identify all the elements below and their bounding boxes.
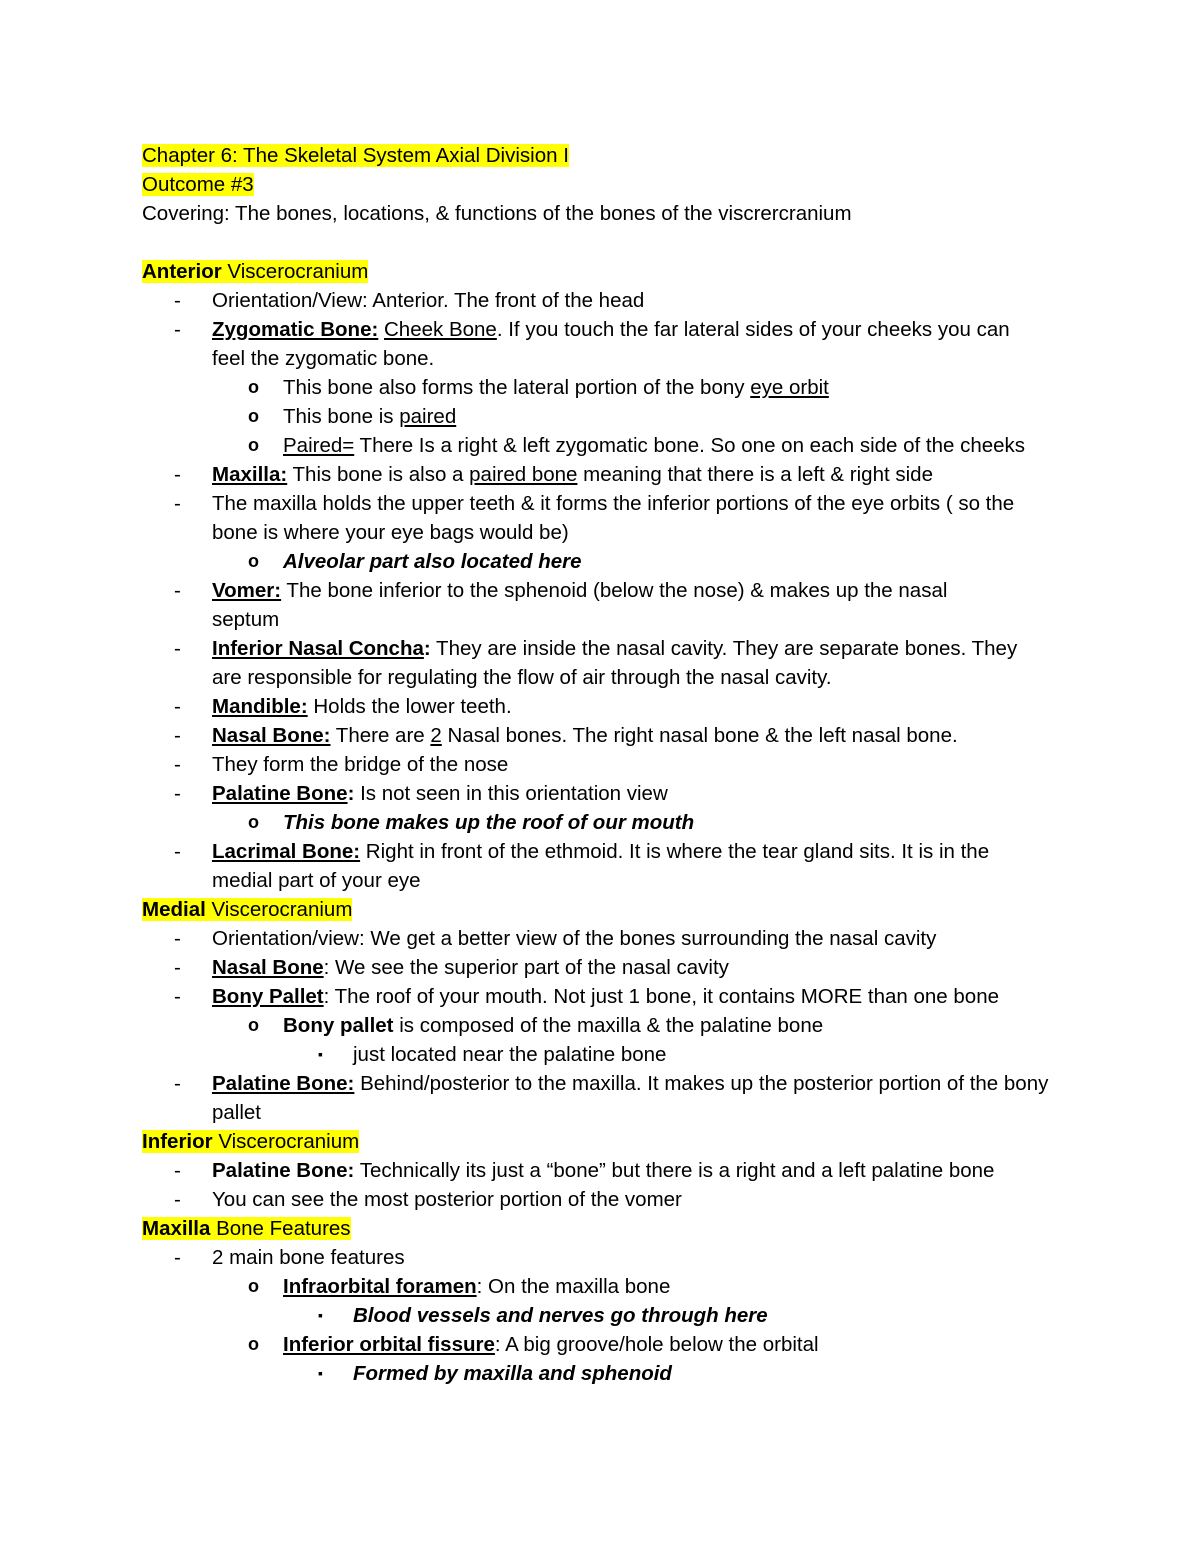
list-item: - They form the bridge of the nose <box>174 753 509 776</box>
list-item: ▪ Blood vessels and nerves go through here <box>318 1304 768 1327</box>
list-item: o This bone makes up the roof of our mouth <box>248 811 695 834</box>
outcome-label: Outcome #3 <box>142 173 254 196</box>
list-item: - Lacrimal Bone: Right in front of the ethmoid. It is where the tear gland sits. It is in the medial part of your eye <box>174 840 990 892</box>
list-item: - Palatine Bone: Is not seen in this orientation view <box>174 782 668 805</box>
list-item: - Inferior Nasal Concha: They are inside the nasal cavity. They are separate bones. They are responsible for regulating the flow of air through the nasal cavity. <box>174 637 1018 689</box>
list-item: - Nasal Bone: We see the superior part of the nasal cavity <box>174 956 729 979</box>
list-item: o Alveolar part also located here <box>248 550 582 573</box>
list-item: - 2 main bone features <box>174 1246 405 1269</box>
list-item: - Palatine Bone: Technically its just a “bone” but there is a right and a left palatine bone <box>174 1159 995 1182</box>
list-item: - The maxilla holds the upper teeth & it forms the inferior portions of the eye orbits ( so the bone is where your eye bags would be) <box>174 492 1015 544</box>
spacer <box>142 228 1082 257</box>
list-item: - Nasal Bone: There are 2 Nasal bones. The right nasal bone & the left nasal bone. <box>174 724 958 747</box>
list-item: - You can see the most posterior portion of the vomer <box>174 1188 682 1211</box>
list-item: o Infraorbital foramen: On the maxilla bone <box>248 1275 671 1298</box>
chapter-title: Chapter 6: The Skeletal System Axial Division I <box>142 144 569 167</box>
section-heading-anterior: Anterior Viscerocranium <box>142 260 369 283</box>
list-item: - Mandible: Holds the lower teeth. <box>174 695 512 718</box>
section-heading-inferior: Inferior Viscerocranium <box>142 1130 360 1153</box>
list-item: - Zygomatic Bone: Cheek Bone. If you touch the far lateral sides of your cheeks you can feel the zygomatic bone. <box>174 318 1010 370</box>
section-heading-medial: Medial Viscerocranium <box>142 898 353 921</box>
document-page <box>142 141 1082 1388</box>
list-item: ▪ Formed by maxilla and sphenoid <box>318 1362 672 1385</box>
list-item: - Maxilla: This bone is also a paired bone meaning that there is a left & right side <box>174 463 933 486</box>
section-heading-maxilla-features: Maxilla Bone Features <box>142 1217 351 1240</box>
list-item: o This bone is paired <box>248 405 457 428</box>
list-item: o This bone also forms the lateral portion of the bony eye orbit <box>248 376 829 399</box>
list-item: o Bony pallet is composed of the maxilla & the palatine bone <box>248 1014 824 1037</box>
list-item: - Vomer: The bone inferior to the sphenoid (below the nose) & makes up the nasal septum <box>174 579 948 631</box>
list-item: - Orientation/View: Anterior. The front of the head <box>174 289 645 312</box>
covering-text: Covering: The bones, locations, & functions of the bones of the viscrercranium <box>142 202 852 225</box>
list-item: o Paired= There Is a right & left zygomatic bone. So one on each side of the cheeks <box>248 434 1026 457</box>
list-item: - Orientation/view: We get a better view of the bones surrounding the nasal cavity <box>174 927 937 950</box>
list-item: o Inferior orbital fissure: A big groove/hole below the orbital <box>248 1333 819 1356</box>
list-item: - Palatine Bone: Behind/posterior to the maxilla. It makes up the posterior portion of the bony pallet <box>174 1072 1049 1124</box>
list-item: ▪ just located near the palatine bone <box>318 1043 667 1066</box>
list-item: - Bony Pallet: The roof of your mouth. Not just 1 bone, it contains MORE than one bone <box>174 985 1000 1008</box>
